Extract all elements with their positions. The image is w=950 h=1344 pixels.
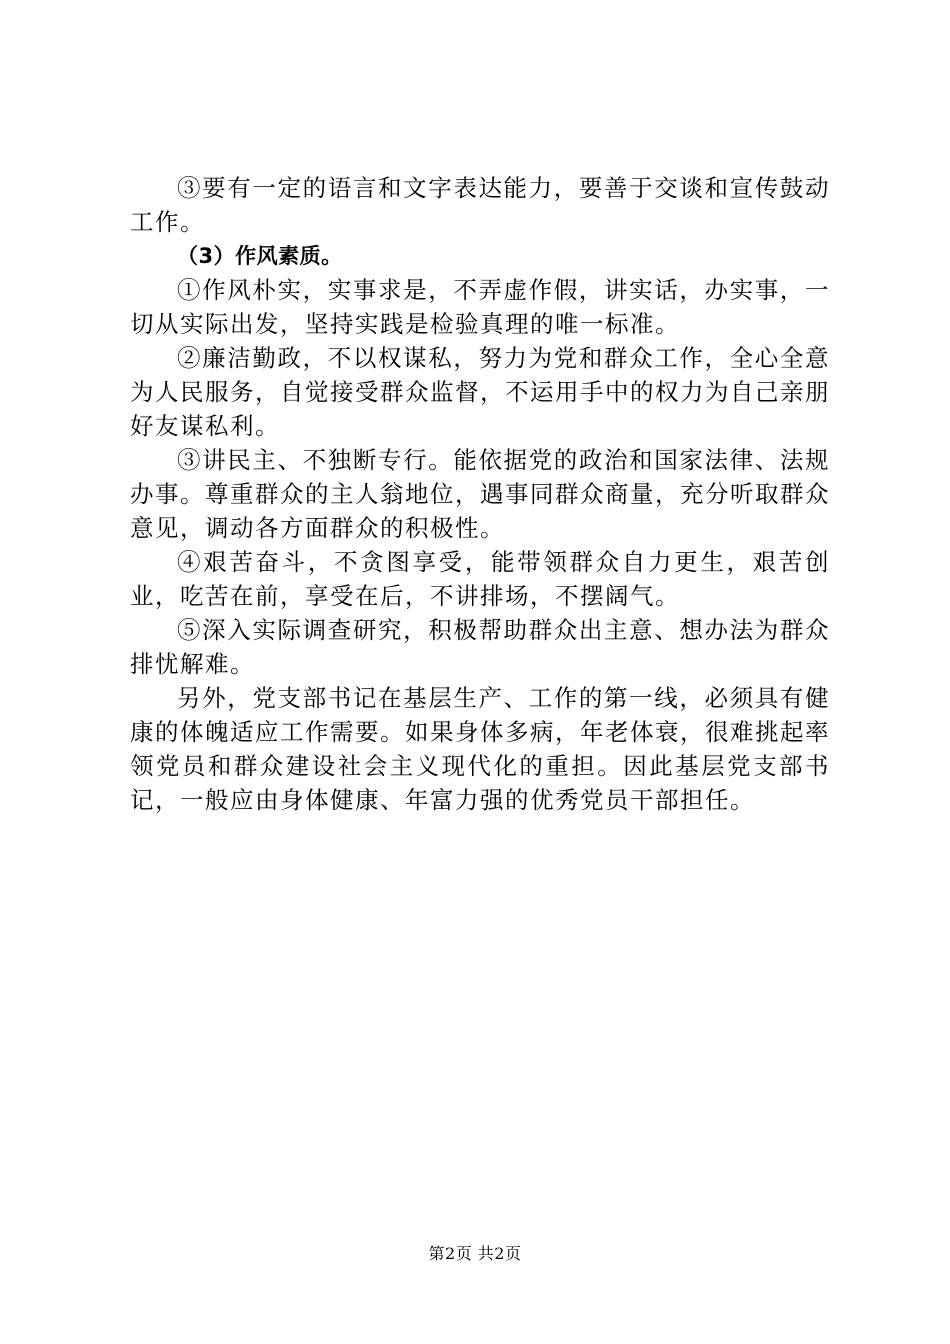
paragraph-democracy: ③讲民主、不独断专行。能依据党的政治和国家法律、法规办事。尊重群众的主人翁地位，遇事同群众商量，充分听取群众意见，调动各方面群众的积极性。 [130, 446, 830, 542]
paragraph-integrity: ②廉洁勤政，不以权谋私，努力为党和群众工作，全心全意为人民服务，自觉接受群众监督，不运用手中的权力为自己亲朋好友谋私利。 [130, 344, 830, 440]
paragraph-language-ability: ③要有一定的语言和文字表达能力，要善于交谈和宣传鼓动工作。 [130, 174, 830, 236]
paragraph-hard-work: ④艰苦奋斗，不贪图享受，能带领群众自力更生，艰苦创业，吃苦在前，享受在后，不讲排场，不摆阔气。 [130, 548, 830, 610]
section-heading-work-style: （3）作风素质。 [177, 244, 343, 268]
page-footer: 第2页 共2页 [428, 1244, 522, 1263]
document-body [130, 171, 830, 817]
paragraph-health: 另外，党支部书记在基层生产、工作的第一线，必须具有健康的体魄适应工作需要。如果身体多病，年老体衰，很难挑起率领党员和群众建设社会主义现代化的重担。因此基层党支部书记，一般应由身体健康、年富力强的优秀党员干部担任。 [130, 684, 830, 814]
paragraph-practical: ①作风朴实，实事求是，不弄虚作假，讲实话，办实事，一切从实际出发，坚持实践是检验真理的唯一标准。 [130, 276, 830, 338]
paragraph-investigation: ⑤深入实际调查研究，积极帮助群众出主意、想办法为群众排忧解难。 [130, 616, 830, 678]
